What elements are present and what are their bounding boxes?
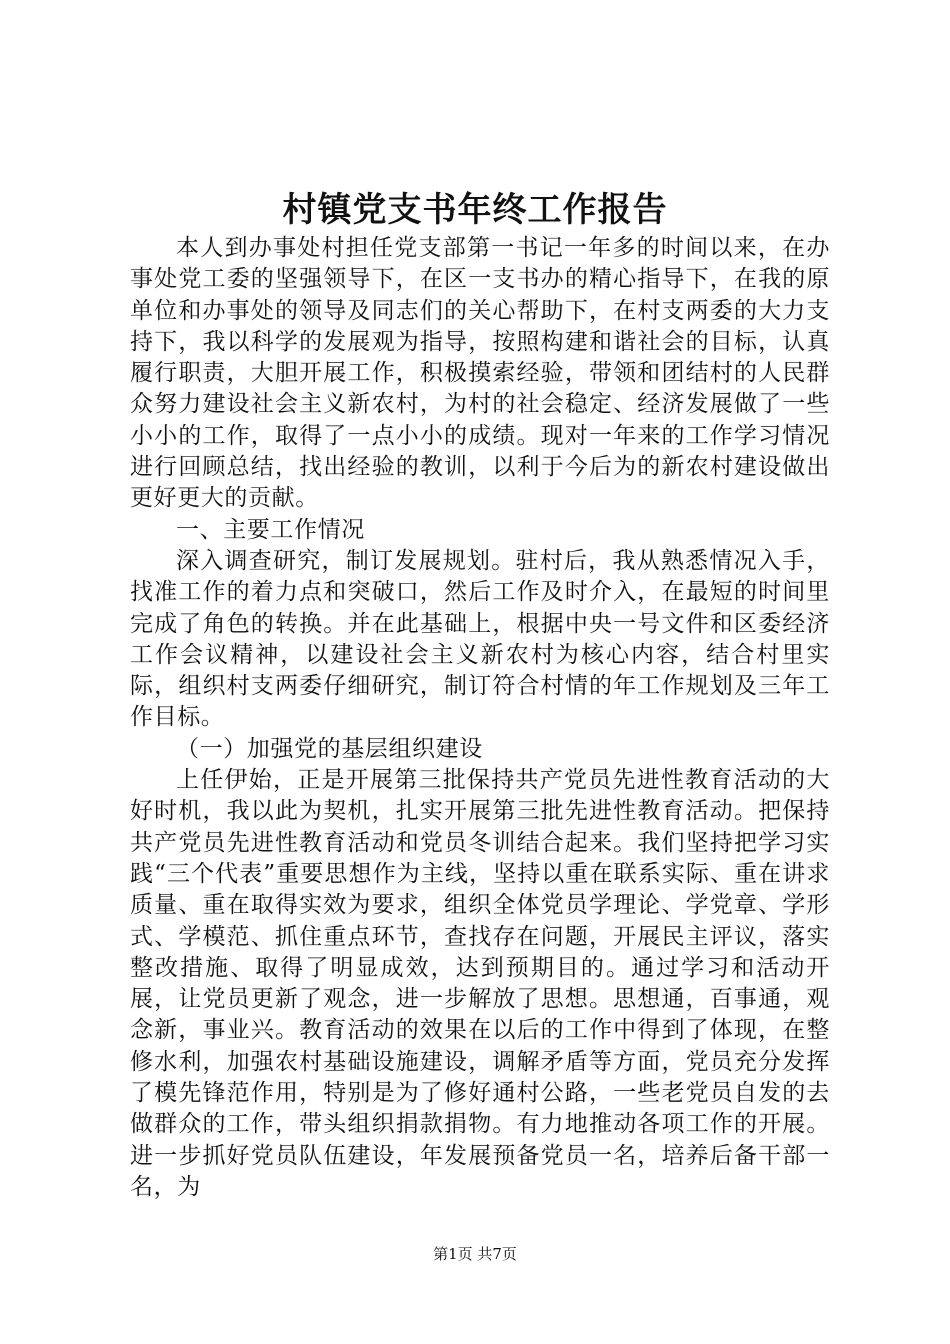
paragraph-education-activity: 上任伊始，正是开展第三批保持共产党员先进性教育活动的大好时机，我以此为契机，扎实开展第三批先进性教育活动。把保持共产党员先进性教育活动和党员冬训结合起来。我们坚持把学习实践“三个代表”重要思想作为主线，坚持以重在联系实际、重在讲求质量、重在取得实效为要求，组织全体党员学理论、学党章、学形式、学模范、抓住重点环节，查找存在问题，开展民主评议，落实整改措施、取得了明显成效，达到预期目的。通过学习和活动开展，让党员更新了观念，进一步解放了思想。思想通，百事通，观念新，事业兴。教育活动的效果在以后的工作中得到了体现，在整修水利，加强农村基础设施建设，调解矛盾等方面，党员充分发挥了模先锋范作用，特别是为了修好通村公路，一些老党员自发的去做群众的工作，带头组织捐款捐物。有力地推动各项工作的开展。进一步抓好党员队伍建设，年发展预备党员一名，培养后备干部一名，为 [130, 767, 830, 1200]
section-heading-main-work: 一、主要工作情况 [176, 516, 365, 543]
document-title: 村镇党支书年终工作报告 [282, 190, 668, 230]
paragraph-intro: 本人到办事处村担任党支部第一书记一年多的时间以来，在办事处党工委的坚强领导下，在区一支书办的精心指导下，在我的原单位和办事处的领导及同志们的关心帮助下，在村支两委的大力支持下，我以科学的发展观为指导，按照构建和谐社会的目标，认真履行职责，大胆开展工作，积极摸索经验，带领和团结村的人民群众努力建设社会主义新农村，为村的社会稳定、经济发展做了一些小小的工作，取得了一点小小的成绩。现对一年来的工作学习情况进行回顾总结，找出经验的教训，以利于今后为的新农村建设做出更好更大的贡献。 [130, 235, 830, 512]
subsection-heading-party-organization: （一）加强党的基层组织建设 [176, 735, 483, 762]
page-number-footer: 第1页 共7页 [433, 1245, 517, 1263]
document-body [130, 233, 830, 1203]
paragraph-research-planning: 深入调查研究，制订发展规划。驻村后，我从熟悉情况入手，找准工作的着力点和突破口，然后工作及时介入，在最短的时间里完成了角色的转换。并在此基础上，根据中央一号文件和区委经济工作会议精神，以建设社会主义新农村为核心内容，结合村里实际，组织村支两委仔细研究，制订符合村情的年工作规划及三年工作目标。 [130, 547, 830, 731]
